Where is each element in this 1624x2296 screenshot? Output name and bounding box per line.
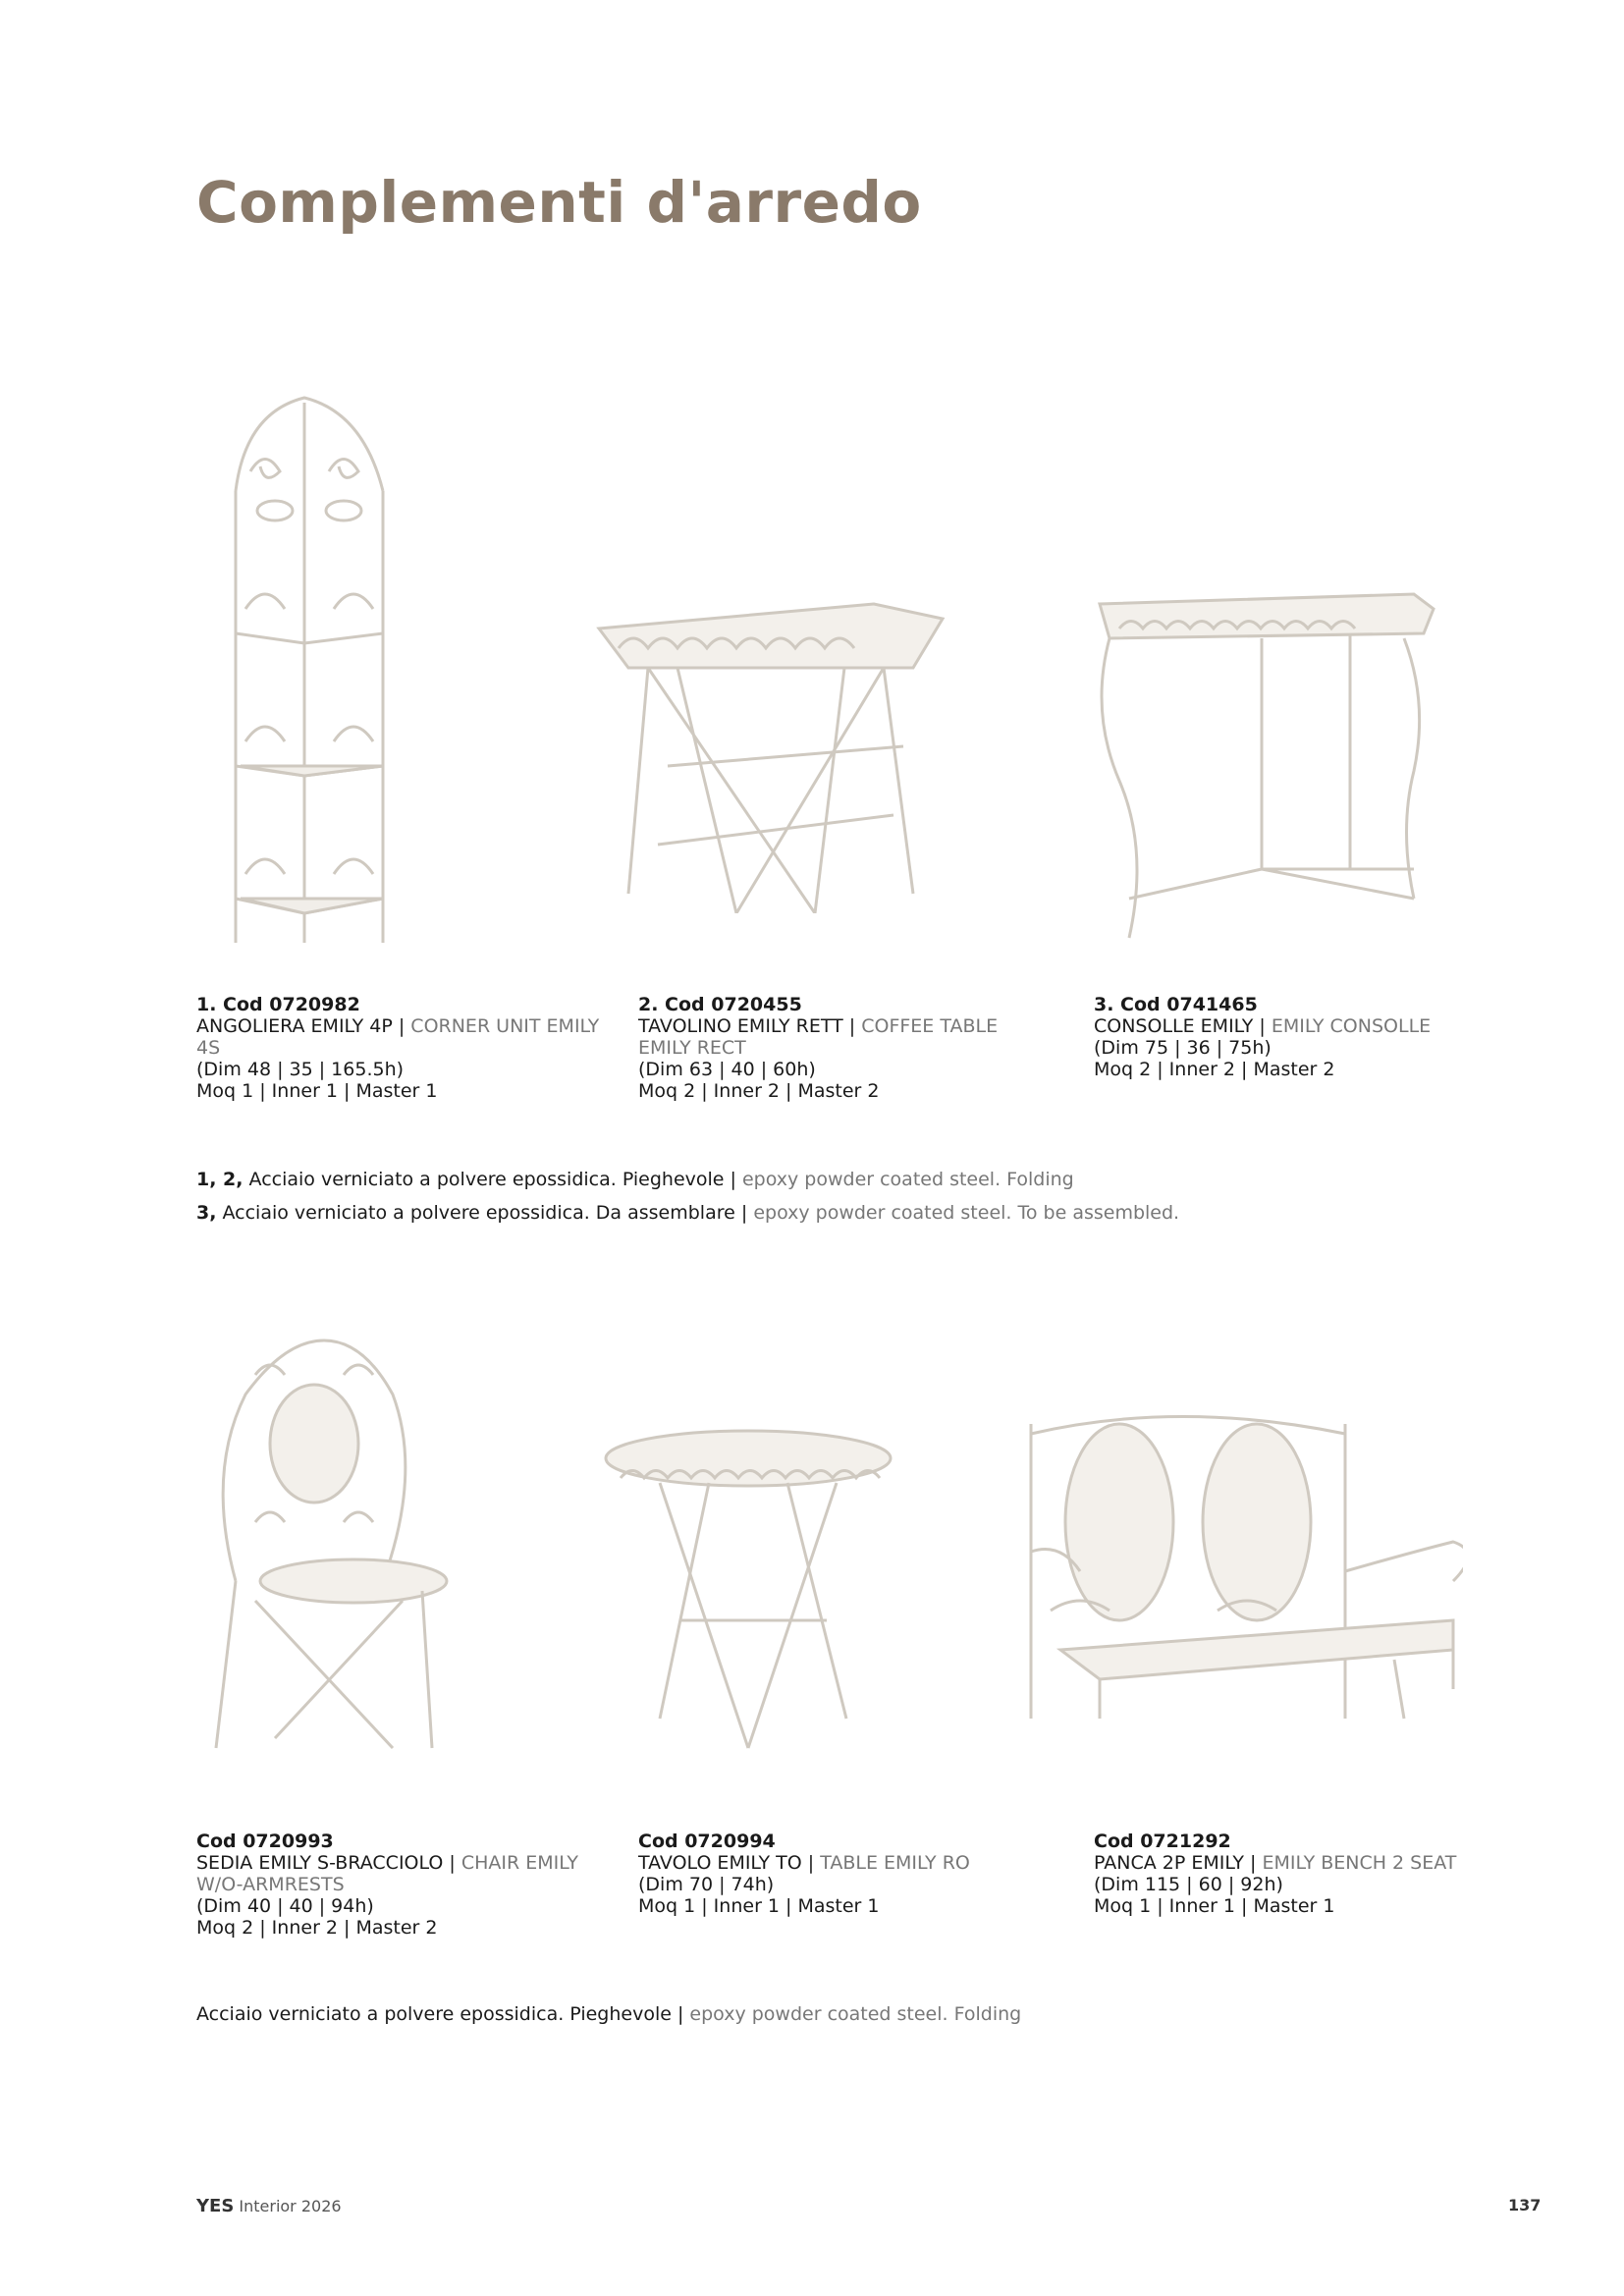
product-dimensions: (Dim 63 | 40 | 60h) [638,1059,816,1080]
tray-table-icon [589,589,952,913]
folding-chair-icon [196,1336,452,1758]
note-en: epoxy powder coated steel. To be assembled. [753,1202,1180,1224]
footer-brand [196,2196,342,2216]
product-dimensions: (Dim 115 | 60 | 92h) [1094,1874,1283,1895]
product-name-en: TABLE EMILY RO [820,1852,970,1874]
product-name-en: EMILY CONSOLLE [1271,1015,1432,1037]
product-name-it: CONSOLLE EMILY | [1094,1015,1266,1037]
product-caption-5 [638,1831,1051,1917]
product-moq: Moq 2 | Inner 2 | Master 2 [638,1080,880,1102]
product-name-en: CHAIR EMILY W/O-ARMRESTS [196,1852,578,1895]
page-title: Complementi d'arredo [196,169,922,236]
product-name-en: COFFEE TABLE EMILY RECT [638,1015,999,1059]
product-code: 1. Cod 0720982 [196,994,360,1015]
footer-text: Interior 2026 [239,2197,342,2215]
bench-icon [1021,1394,1463,1728]
product-name-it: PANCA 2P EMILY | [1094,1852,1257,1874]
note-en: epoxy powder coated steel. Folding [741,1169,1074,1190]
product-code: 2. Cod 0720455 [638,994,802,1015]
corner-shelf-icon [206,383,412,953]
product-code: Cod 0720994 [638,1831,776,1852]
product-moq: Moq 2 | Inner 2 | Master 2 [196,1917,438,1939]
note-prefix: 1, 2, [196,1169,244,1190]
material-note-1 [196,1169,1074,1190]
product-caption-2 [638,994,1051,1102]
product-caption-1 [196,994,609,1102]
round-table-icon [601,1424,895,1768]
product-name-it: TAVOLO EMILY TO | [638,1852,815,1874]
note-it: Acciaio verniciato a polvere epossidica. Pieghevole | [248,1169,736,1190]
note-it: Acciaio verniciato a polvere epossidica. Pieghevole | [196,2003,684,2025]
material-note-3 [196,2003,1021,2025]
product-code: Cod 0720993 [196,1831,334,1852]
product-code: 3. Cod 0741465 [1094,994,1258,1015]
product-dimensions: (Dim 48 | 35 | 165.5h) [196,1059,405,1080]
product-name-it: SEDIA EMILY S-BRACCIOLO | [196,1852,456,1874]
product-moq: Moq 1 | Inner 1 | Master 1 [638,1895,880,1917]
product-dimensions: (Dim 40 | 40 | 94h) [196,1895,374,1917]
product-caption-3 [1094,994,1506,1080]
product-caption-4 [196,1831,609,1939]
product-dimensions: (Dim 75 | 36 | 75h) [1094,1037,1272,1059]
product-dimensions: (Dim 70 | 74h) [638,1874,775,1895]
brand-logo: YES [196,2196,235,2216]
note-en: epoxy powder coated steel. Folding [689,2003,1022,2025]
product-caption-6 [1094,1831,1506,1917]
note-it: Acciaio verniciato a polvere epossidica. Da assemblare | [222,1202,748,1224]
product-name-it: TAVOLINO EMILY RETT | [638,1015,856,1037]
page-number: 137 [1508,2196,1542,2214]
note-prefix: 3, [196,1202,217,1224]
product-moq: Moq 2 | Inner 2 | Master 2 [1094,1059,1335,1080]
material-note-2 [196,1202,1179,1224]
product-moq: Moq 1 | Inner 1 | Master 1 [196,1080,438,1102]
product-name-en: CORNER UNIT EMILY 4S [196,1015,600,1059]
product-name-en: EMILY BENCH 2 SEAT [1262,1852,1457,1874]
console-table-icon [1090,574,1443,948]
product-code: Cod 0721292 [1094,1831,1231,1852]
product-moq: Moq 1 | Inner 1 | Master 1 [1094,1895,1335,1917]
product-name-it: ANGOLIERA EMILY 4P | [196,1015,406,1037]
